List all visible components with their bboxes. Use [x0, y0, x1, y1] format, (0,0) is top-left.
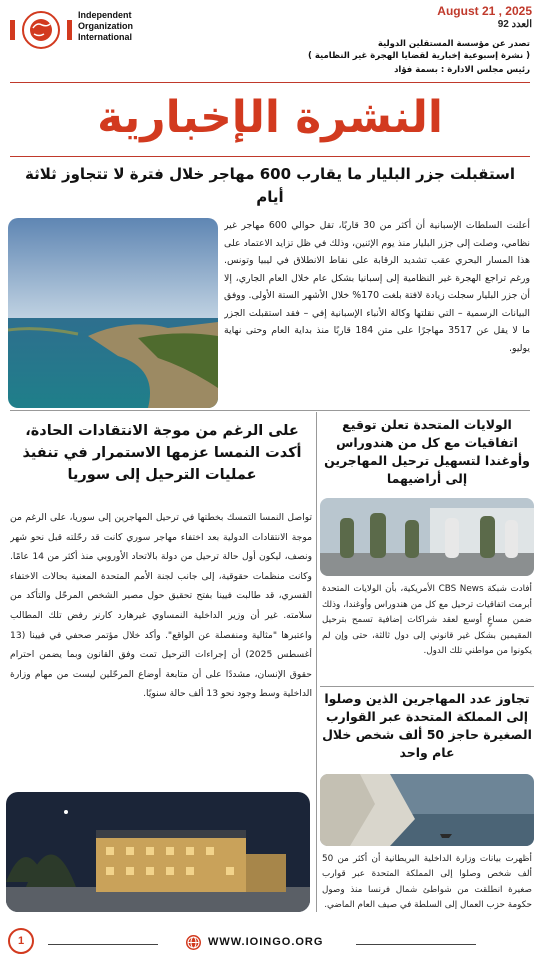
publisher-info — [170, 38, 530, 62]
masthead-divider — [10, 156, 530, 157]
header-divider — [10, 82, 530, 83]
org-line: Organization — [78, 21, 134, 31]
board-chair: رئيس مجلس الادارة : بسمة فؤاد — [394, 65, 530, 75]
org-line: International — [78, 32, 133, 42]
issue-date: August 21 , 2025 — [437, 4, 532, 18]
organization-name — [78, 10, 133, 43]
newsletter-masthead: النشرة الإخبارية — [97, 92, 443, 143]
uk-article-body: أظهرت بيانات وزارة الداخلية البريطانية أن أكثر من 50 ألف شخص وصلوا إلى المملكة المتحدة عبر قوارب صغيرة انطلقت من شواطئ شمال فرنسا منذ وصول حكومة حزب العمال إلى السلطة في صيف العام الماضي. — [322, 854, 532, 911]
usa-headline: الولايات المتحدة تعلن توقيع اتفاقيات مع كل من هندوراس وأوغندا لتسهيل ترحيل المهاجرين إلى أراضيهما — [324, 417, 530, 486]
section-divider — [10, 410, 530, 411]
footer-rule-left — [48, 944, 158, 945]
usa-article-body: أفادت شبكة CBS News الأمريكية، بأن الولايات المتحدة أبرمت اتفاقيات ترحيل مع كل من هندوراس وأوغندا، وذلك ضمن مساعٍ أوسع لعقد شراكات إضافية تسمح بترحيل المقيمين بشكل غير قانوني إلى دول ثالثة، حتى وإن لم يكونوا من مواطني تلك الدول. — [322, 584, 532, 657]
globe-icon — [186, 935, 201, 950]
org-line: Independent — [78, 10, 132, 20]
uk-headline: تجاوز عدد المهاجرين الذين وصلوا إلى المملكة المتحدة عبر القوارب الصغيرة حاجز 50 ألف شخص خلال عام واحد — [322, 691, 532, 760]
issue-number: العدد 92 — [497, 19, 532, 30]
coastline-photo — [8, 218, 218, 408]
column-divider — [316, 412, 317, 912]
lead-article-body: أعلنت السلطات الإسبانية أن أكثر من 30 قاربًا، تقل حوالي 600 مهاجر غير نظامي، وصلت إلى جزر البليار منذ يوم الإثنين، وذلك في ظل تزايد الاعتماد على هذا المسار البحري عقب تشديد الرقابة على نقاط الانطلاق في ليبيا وتونس. ورغم تراجع الهجرة غير النظامية إلى إسبانيا بشكل عام خلال العام الجاري، إلا أن جزر البليار سجلت زيادة لافتة بلغت 170% خلال الأشهر الستة الأولى. ووفق البيانات الرسمية – التي نقلتها وكالة الأنباء الإسبانية إفي – فقد استقبلت الجزر ما لا يقل عن 3517 مهاجرًا على متن 184 قاربًا منذ بداية العام وحتى نهاية يوليو. — [224, 220, 530, 354]
right-divider — [320, 686, 534, 687]
cliffs-photo — [320, 774, 534, 846]
page-number: 1 — [8, 928, 34, 954]
austria-headline: على الرغم من موجة الانتقادات الحادة، أكدت النمسا عزمها الاستمرار في تنفيذ عمليات الترحيل إلى سوريا — [22, 423, 302, 483]
lead-headline: استقبلت جزر البليار ما يقارب 600 مهاجر خلال فترة لا تتجاوز ثلاثة أيام — [25, 165, 515, 206]
organization-logo — [8, 8, 74, 52]
footer-rule-right — [356, 944, 476, 945]
austria-article-body: تواصل النمسا التمسك بخطتها في ترحيل المهاجرين إلى سوريا، على الرغم من موجة الانتقادات الدولية بعد اختفاء مهاجر سوري كانت قد رحّلته قبل نحو شهر ونصف، ليكون أول حالة ترحيل من دولة بالاتحاد الأوروبي منذ أكثر من 14 عامًا. وكانت منظمات حقوقية، إلى جانب لجنة الأمم المتحدة المعنية بحالات الاختفاء القسري، قد طالبت فيينا بفتح تحقيق حول مصير الشخص المرحّل والتأكد من سلامته. غير أن وزير الداخلية النمساوي غيرهارد كارنر رفض تلك المطالب واعتبرها "مثالية ومنفصلة عن الواقع". وأكد خلال مؤتمر صحفي في فيينا (13 أغسطس 2025) أن إجراءات الترحيل تمت وفق القانون وبما يضمن احترام حقوق الإنسان، مشددًا على أن متابعة أوضاع المرحّلين ليست من مهام وزارة الداخلية وسط وجود نحو 13 ألف حالة سنويًا. — [10, 512, 312, 700]
publisher-line: ( نشرة إسبوعية إخبارية لقضايا الهجرة غير النظامية ) — [308, 51, 530, 61]
deportation-photo — [320, 498, 534, 576]
website-link[interactable]: WWW.IOINGO.ORG — [208, 936, 324, 948]
publisher-line: تصدر عن مؤسسة المستقلين الدولية — [377, 39, 530, 49]
building-night-photo — [6, 792, 310, 912]
